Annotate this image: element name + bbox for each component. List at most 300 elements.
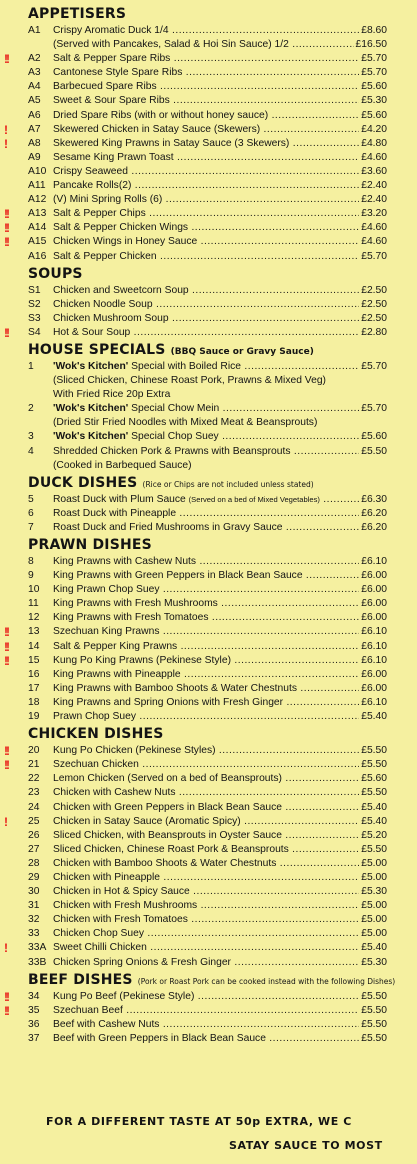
item-name-text: Chicken with Fresh Mushrooms: [53, 900, 198, 912]
item-name: [53, 80, 387, 94]
item-price: £2.50: [359, 312, 387, 326]
item-name: [53, 815, 387, 829]
menu-item: [0, 611, 417, 625]
item-number: 18: [28, 696, 40, 708]
item-number: 6: [28, 507, 34, 519]
item-number: S1: [28, 284, 41, 296]
item-name-text: Szechuan King Prawns: [53, 626, 160, 638]
item-number: 20: [28, 745, 40, 757]
item-price: £5.00: [359, 871, 387, 885]
item-name: [53, 1032, 387, 1046]
item-name: [53, 94, 387, 108]
item-name-text: Special Chow Mein: [128, 403, 220, 415]
item-name: [53, 402, 387, 416]
item-name: [53, 569, 387, 583]
item-name-text: Hot & Sour Soup: [53, 326, 131, 338]
chili-icon: !!: [4, 235, 8, 250]
chili-icon: !!: [4, 639, 8, 654]
item-price: £5.50: [359, 990, 387, 1004]
item-name-text: Beef with Cashew Nuts: [53, 1018, 160, 1030]
item-name: [53, 654, 387, 668]
menu-item: [0, 583, 417, 597]
item-number: 2: [28, 403, 34, 415]
menu-item: [0, 710, 417, 724]
item-name-text: Szechuan Chicken: [53, 759, 139, 771]
item-name-text: King Prawns with Cashew Nuts: [53, 556, 197, 567]
item-name-text: King Prawns with Bamboo Shoots & Water Chestnuts: [53, 682, 297, 694]
menu-item: [0, 80, 417, 94]
item-number: 15: [28, 654, 40, 666]
menu-item: [0, 668, 417, 682]
chili-icon: !!: [4, 625, 8, 640]
item-name-text: King Prawns with Pineapple: [53, 668, 181, 680]
item-number: 10: [28, 584, 40, 596]
item-name-text: Kung Po Beef (Pekinese Style): [53, 990, 195, 1002]
item-number: A11: [28, 180, 46, 192]
item-price: £5.30: [359, 94, 387, 108]
item-name-text: Sliced Chicken, with Beansprouts in Oyster Sauce: [53, 829, 282, 841]
item-name-text: Dried Spare Ribs (with or without honey sauce): [53, 109, 269, 121]
menu-item: [0, 298, 417, 312]
menu-item: [0, 1018, 417, 1032]
item-name-text: (V) Mini Spring Rolls (6): [53, 194, 163, 206]
menu-item: [0, 682, 417, 696]
item-number: 12: [28, 612, 40, 624]
item-name: [53, 137, 387, 151]
menu-item: [0, 597, 417, 611]
menu-item: [0, 956, 417, 970]
item-name-text: King Prawns and Spring Onions with Fresh Ginger: [53, 696, 284, 708]
menu-item: [0, 193, 417, 207]
menu-item: [0, 815, 417, 829]
menu-item: [0, 913, 417, 927]
item-number: A5: [28, 95, 41, 107]
menu-item: [0, 640, 417, 654]
item-name: [53, 871, 387, 885]
item-number: 33B: [28, 956, 47, 968]
item-number: 35: [28, 1004, 40, 1016]
item-name-text: Chicken with Pineapple: [53, 871, 161, 883]
item-price: £6.00: [359, 597, 387, 611]
item-price: £5.20: [359, 829, 387, 843]
menu-item: [0, 151, 417, 165]
item-name-text: (Served with Pancakes, Salad & Hoi Sin Sauce): [53, 39, 272, 51]
menu-item: [0, 871, 417, 885]
item-name-text: King Prawn Chop Suey: [53, 584, 160, 596]
chili-icon: !!: [4, 325, 8, 340]
item-name: [53, 555, 387, 569]
item-name-text: Salt & Pepper Chips: [53, 208, 146, 220]
menu-item: [0, 207, 417, 221]
item-name: [53, 1018, 387, 1032]
item-price: £2.50: [359, 284, 387, 298]
item-name: [53, 235, 387, 249]
item-number: 37: [28, 1032, 40, 1044]
item-name-text: Barbecued Spare Ribs: [53, 81, 157, 93]
section-title: HOUSE SPECIALS: [28, 341, 166, 358]
item-name-text: Salt & Pepper Chicken Wings: [53, 222, 189, 234]
item-price: £6.30: [359, 493, 387, 507]
item-number: A4: [28, 81, 41, 93]
item-number: 7: [28, 521, 34, 533]
item-name: [53, 521, 387, 535]
item-number: 13: [28, 626, 40, 638]
item-price: £6.00: [359, 682, 387, 696]
item-portion: 1/4: [154, 25, 169, 36]
section-heading-soups: [0, 264, 417, 284]
section-heading-prawn: [0, 535, 417, 555]
item-price: £6.20: [359, 507, 387, 521]
item-name: [53, 179, 387, 193]
section-heading-appetisers: [0, 4, 417, 24]
section-heading-beef: [0, 970, 417, 990]
item-price: £5.00: [359, 927, 387, 941]
item-number: S3: [28, 312, 41, 324]
item-name-text: Chicken Chop Suey: [53, 928, 145, 940]
item-name-text: Sweet Chilli Chicken: [53, 942, 147, 954]
item-price: £4.20: [359, 123, 387, 137]
chili-icon: !: [4, 136, 6, 151]
item-name: [53, 913, 387, 927]
item-price: £5.50: [359, 1032, 387, 1046]
item-name-text: King Prawns with Fresh Tomatoes: [53, 612, 209, 624]
menu-item: [0, 326, 417, 340]
chili-icon: !!: [4, 744, 8, 759]
item-number: A13: [28, 208, 47, 220]
menu-item: [0, 927, 417, 941]
chili-icon: !: [4, 122, 6, 137]
item-price: £5.60: [359, 80, 387, 94]
menu-item: [0, 445, 417, 459]
item-name-text: Roast Duck and Fried Mushrooms in Gravy Sauce: [53, 521, 283, 533]
item-number: 28: [28, 857, 40, 869]
chili-icon: !!: [4, 52, 8, 67]
item-number: A15: [28, 236, 47, 248]
item-name: [53, 193, 387, 207]
item-brand: 'Wok's Kitchen': [53, 403, 129, 415]
item-name: [53, 758, 387, 772]
item-name: [53, 1004, 387, 1018]
item-name: [53, 507, 387, 521]
item-name-text: Skewered King Prawns in Satay Sauce (3 Skewers): [53, 137, 290, 149]
item-name: [53, 109, 387, 123]
item-name: [53, 843, 387, 857]
item-price: £5.50: [359, 1004, 387, 1018]
menu-item: [0, 284, 417, 298]
item-number: 32: [28, 914, 40, 926]
item-name-text: Chicken in Satay Sauce (Aromatic Spicy): [53, 815, 241, 827]
item-name: [53, 857, 387, 871]
item-number: A16: [28, 250, 47, 262]
section-subtitle: (BBQ Sauce or Gravy Sauce): [170, 346, 314, 357]
item-number: A14: [28, 222, 47, 234]
item-price: £5.50: [359, 445, 387, 459]
menu-item: [0, 250, 417, 264]
item-price: £4.60: [359, 221, 387, 235]
item-price: £5.40: [359, 801, 387, 815]
item-number: 3: [28, 431, 34, 443]
menu-item: [0, 857, 417, 871]
menu-item: [0, 507, 417, 521]
item-name: [53, 899, 387, 913]
chili-icon: !!: [4, 221, 8, 236]
item-number: 27: [28, 843, 40, 855]
item-price: £6.20: [359, 521, 387, 535]
menu-item: [0, 165, 417, 179]
section-title: CHICKEN DISHES: [28, 726, 164, 743]
item-name-text: Crispy Aromatic Duck: [53, 25, 152, 36]
item-number: 8: [28, 556, 34, 567]
menu-item: [0, 137, 417, 151]
item-name: [53, 990, 387, 1004]
item-name: [53, 885, 387, 899]
item-name: [53, 298, 387, 312]
item-price: £6.10: [359, 696, 387, 710]
item-name: [53, 772, 387, 786]
item-price: £6.00: [359, 583, 387, 597]
item-number: 16: [28, 668, 40, 680]
menu-item: [0, 1004, 417, 1018]
menu-item: [0, 24, 417, 38]
menu-item: [0, 899, 417, 913]
item-number: 30: [28, 886, 40, 898]
menu-item: [0, 829, 417, 843]
item-number: 14: [28, 640, 40, 652]
menu-item: [0, 94, 417, 108]
item-price: £4.60: [359, 235, 387, 249]
menu-item: [0, 312, 417, 326]
section-title: BEEF DISHES: [28, 971, 133, 988]
chili-icon: !!: [4, 207, 8, 222]
item-note: (Served on a bed of Mixed Vegetables): [188, 494, 320, 504]
item-name: [53, 38, 387, 52]
item-name: [53, 710, 387, 724]
menu-item: [0, 52, 417, 66]
menu-item: [0, 179, 417, 193]
menu-page: [0, 4, 417, 1046]
item-number: 29: [28, 871, 40, 883]
chili-icon: !: [4, 941, 6, 956]
menu-item: [0, 744, 417, 758]
menu-item: [0, 221, 417, 235]
item-name-text: Salt & Pepper Spare Ribs: [53, 53, 171, 65]
item-name: [53, 786, 387, 800]
item-price: £5.60: [359, 772, 387, 786]
item-price: £6.10: [359, 555, 387, 569]
item-name: [53, 326, 387, 340]
menu-item: [0, 772, 417, 786]
chili-icon: !!: [4, 1003, 8, 1018]
item-price: £6.00: [359, 611, 387, 625]
item-price: £5.50: [359, 1018, 387, 1032]
section-title: DUCK DISHES: [28, 474, 138, 491]
menu-item: [0, 109, 417, 123]
item-name-text: Chicken Noodle Soup: [53, 298, 153, 310]
item-price: £5.50: [359, 758, 387, 772]
menu-item: [0, 38, 417, 52]
footer-line-1: FOR A DIFFERENT TASTE AT 50p EXTRA, WE C: [46, 1115, 352, 1128]
menu-item: [0, 1032, 417, 1046]
item-price: £5.70: [359, 52, 387, 66]
item-name: [53, 744, 387, 758]
item-price: £2.40: [359, 179, 387, 193]
section-heading-house: [0, 340, 417, 360]
item-name: [53, 801, 387, 815]
menu-item: [0, 758, 417, 772]
item-name: [53, 597, 387, 611]
item-number: 21: [28, 759, 40, 771]
item-price: £5.30: [359, 885, 387, 899]
item-price: £8.60: [359, 24, 387, 38]
item-price: £6.10: [359, 640, 387, 654]
item-price: £3.60: [359, 165, 387, 179]
menu-item: [0, 235, 417, 249]
item-number: A7: [28, 123, 41, 135]
section-title: SOUPS: [28, 265, 83, 282]
item-name-text: Sesame King Prawn Toast: [53, 151, 174, 163]
item-price: £6.10: [359, 625, 387, 639]
menu-item: [0, 402, 417, 416]
item-price: £5.40: [359, 941, 387, 955]
menu-item: [0, 801, 417, 815]
item-number: S4: [28, 326, 41, 338]
item-price: £5.00: [359, 857, 387, 871]
item-name-text: Chicken in Hot & Spicy Sauce: [53, 886, 190, 898]
item-name-text: Chicken and Sweetcorn Soup: [53, 284, 189, 296]
item-name: [53, 312, 387, 326]
section-note: (Rice or Chips are not included unless stated): [142, 479, 314, 489]
item-name-text: Sweet & Sour Spare Ribs: [53, 95, 170, 107]
item-price: £5.30: [359, 956, 387, 970]
item-number: 36: [28, 1018, 40, 1030]
item-name: [53, 445, 387, 459]
chili-icon: !!: [4, 653, 8, 668]
item-number: 11: [28, 598, 39, 610]
item-number: 23: [28, 787, 40, 799]
item-number: 24: [28, 801, 40, 813]
menu-item: [0, 625, 417, 639]
item-name-text: Special Chop Suey: [128, 431, 219, 443]
item-name: [53, 640, 387, 654]
item-price: £2.80: [359, 326, 387, 340]
item-name: [53, 24, 387, 38]
item-name-text: Chicken Spring Onions & Fresh Ginger: [53, 956, 231, 968]
menu-item: [0, 941, 417, 955]
item-name: [53, 284, 387, 298]
item-number: 4: [28, 445, 34, 457]
menu-item: [0, 786, 417, 800]
item-name-text: Beef with Green Peppers in Black Bean Sauce: [53, 1032, 266, 1044]
menu-item: [0, 360, 417, 374]
item-name-text: Skewered Chicken in Satay Sauce (Skewers): [53, 123, 261, 135]
item-name: [53, 207, 387, 221]
item-number: 1: [28, 360, 34, 372]
item-description: (Sliced Chicken, Chinese Roast Pork, Prawns & Mixed Veg): [53, 375, 326, 387]
item-price: £5.50: [359, 744, 387, 758]
item-price: £4.60: [359, 151, 387, 165]
item-number: 19: [28, 711, 40, 723]
item-number: A9: [28, 151, 41, 163]
item-name-text: Kung Po Chicken (Pekinese Styles): [53, 745, 216, 757]
item-name-text: Chicken Mushroom Soup: [53, 312, 169, 324]
section-heading-chicken: [0, 724, 417, 744]
item-price: £5.50: [359, 786, 387, 800]
item-price: £6.00: [359, 668, 387, 682]
item-name: [53, 430, 387, 444]
item-price: £4.80: [359, 137, 387, 151]
item-name-text: Kung Po King Prawns (Pekinese Style): [53, 654, 231, 666]
item-number: A10: [28, 165, 47, 177]
item-number: 9: [28, 570, 34, 582]
item-name-text: Prawn Chop Suey: [53, 711, 136, 723]
item-name: [53, 829, 387, 843]
item-number: S2: [28, 298, 41, 310]
item-number: 33: [28, 928, 40, 940]
item-name: [53, 611, 387, 625]
item-brand: 'Wok's Kitchen': [53, 360, 129, 372]
item-name-text: Chicken Wings in Honey Sauce: [53, 236, 198, 248]
item-name-text: Lemon Chicken (Served on a bed of Beansprouts): [53, 773, 282, 785]
item-name: [53, 668, 387, 682]
menu-item: [0, 843, 417, 857]
item-number: 26: [28, 829, 40, 841]
menu-item: [0, 493, 417, 507]
section-title: PRAWN DISHES: [28, 537, 152, 553]
item-price: £5.70: [359, 66, 387, 80]
item-description: (Dried Stir Fried Noodles with Mixed Meat & Beansprouts): [53, 417, 318, 429]
item-number: 25: [28, 815, 40, 827]
item-name-text: Salt & Pepper King Prawns: [53, 640, 178, 652]
item-price: £2.50: [359, 298, 387, 312]
item-name: [53, 123, 387, 137]
menu-item: [0, 990, 417, 1004]
item-name-text: Special with Boiled Rice: [128, 360, 241, 372]
item-name: [53, 151, 387, 165]
item-name-text: Roast Duck with Pineapple: [53, 507, 177, 519]
item-name: [53, 66, 387, 80]
item-price: £16.50: [354, 38, 388, 52]
item-name-text: King Prawns with Fresh Mushrooms: [53, 598, 218, 610]
item-price: £5.40: [359, 710, 387, 724]
item-number: A1: [28, 25, 41, 36]
item-name-text: Crispy Seaweed: [53, 165, 128, 177]
item-name: [53, 583, 387, 597]
item-name: [53, 493, 387, 507]
item-name-text: Sliced Chicken, Chinese Roast Pork & Beansprouts: [53, 843, 289, 855]
item-price: £5.60: [359, 109, 387, 123]
item-name-text: Chicken with Cashew Nuts: [53, 787, 176, 799]
item-name-text: King Prawns with Green Peppers in Black Bean Sauce: [53, 570, 303, 582]
menu-item: [0, 123, 417, 137]
item-name-text: Salt & Pepper Chicken: [53, 250, 157, 262]
item-number: 5: [28, 493, 34, 505]
item-number: A2: [28, 53, 41, 65]
item-portion: 1/2: [274, 39, 289, 51]
section-title: APPETISERS: [28, 6, 127, 22]
chili-icon: !!: [4, 758, 8, 773]
item-number: A6: [28, 109, 41, 121]
item-name-text: Chicken with Fresh Tomatoes: [53, 914, 188, 926]
item-name: [53, 165, 387, 179]
item-price: £5.70: [359, 360, 387, 374]
item-price: £5.40: [359, 815, 387, 829]
item-description: (Cooked in Barbequed Sauce): [53, 459, 192, 471]
menu-item: [0, 654, 417, 668]
item-name-text: Chicken with Green Peppers in Black Bean Sauce: [53, 801, 282, 813]
item-price: £5.70: [359, 250, 387, 264]
item-number: A3: [28, 67, 41, 79]
item-name: [53, 682, 387, 696]
